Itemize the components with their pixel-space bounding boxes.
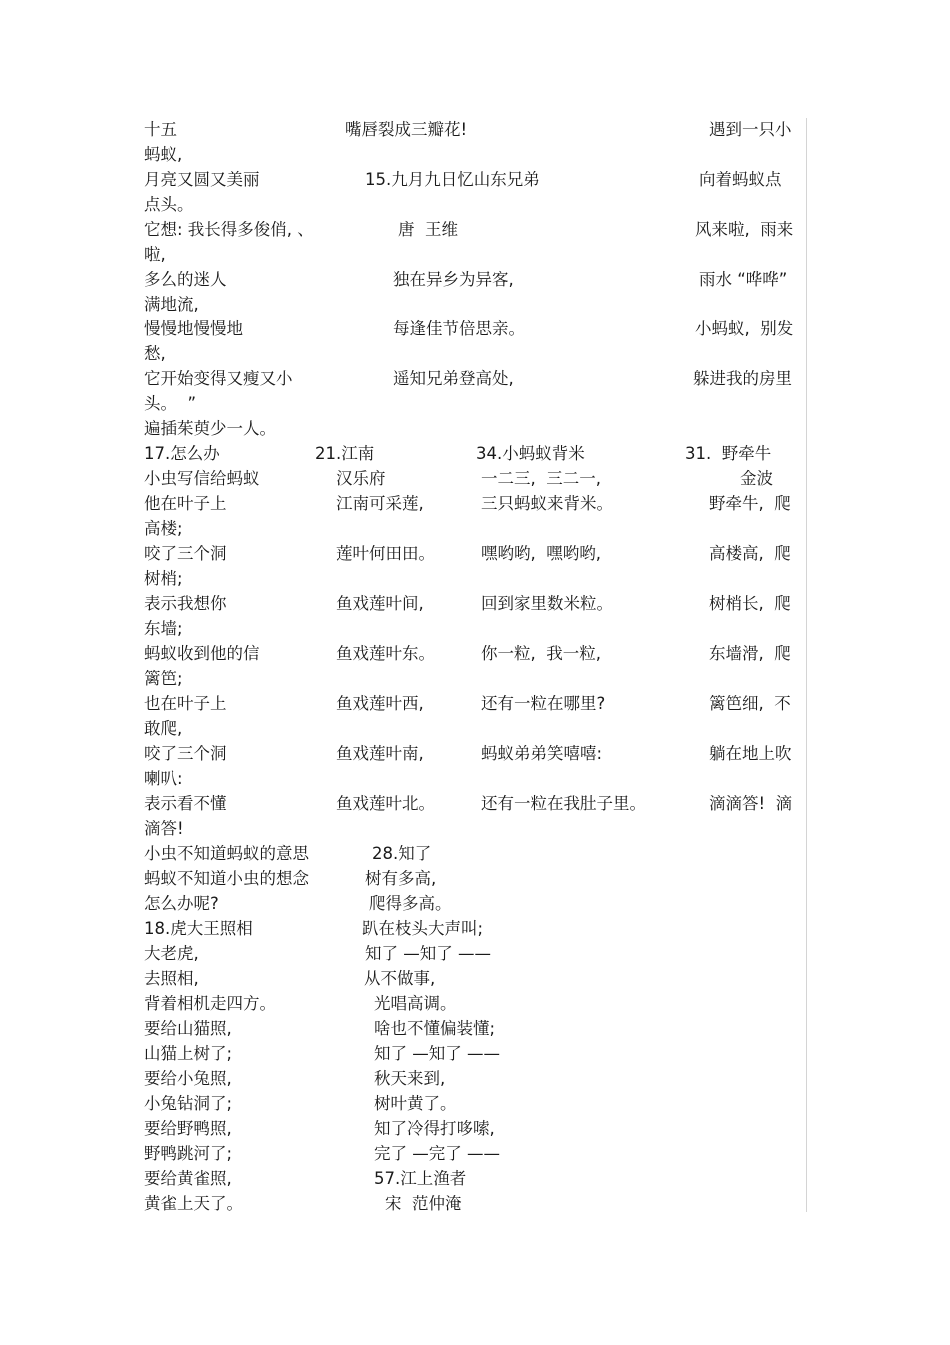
text-segment: 雨水 “哗哗” (699, 270, 788, 289)
text-segment: 咬了三个洞 (144, 544, 227, 563)
text-line (0, 142, 950, 167)
text-segment: 鱼戏莲叶西, (336, 694, 424, 713)
text-line (0, 791, 950, 816)
text-line (0, 541, 950, 566)
text-segment: 汉乐府 (336, 469, 386, 488)
text-line (0, 991, 950, 1016)
text-segment: 高楼高, 爬 (709, 544, 791, 563)
text-segment: 高楼; (144, 519, 183, 538)
text-segment: 秋天来到, (374, 1069, 446, 1088)
text-segment: 东墙滑, 爬 (709, 644, 791, 663)
text-line (0, 1191, 950, 1216)
text-segment: 满地流, (144, 295, 199, 314)
text-line (0, 192, 950, 217)
text-line (0, 1066, 950, 1091)
text-segment: 小兔钻洞了; (144, 1094, 233, 1113)
text-line (0, 267, 950, 292)
text-line (0, 841, 950, 866)
text-segment: 篱笆细, 不 (709, 694, 791, 713)
text-line (0, 292, 950, 317)
text-segment: 蚂蚁收到他的信 (144, 644, 260, 663)
text-segment: 莲叶何田田。 (336, 544, 435, 563)
text-segment: 唐 王维 (398, 220, 458, 239)
text-segment: 要给山猫照, (144, 1019, 232, 1038)
text-segment: 山猫上树了; (144, 1044, 233, 1063)
text-segment: 从不做事, (364, 969, 436, 988)
text-segment: 遥知兄弟登高处, (393, 369, 514, 388)
text-line (0, 391, 950, 416)
text-segment: 江南可采莲, (336, 494, 424, 513)
text-segment: 树叶黄了。 (374, 1094, 457, 1113)
text-line (0, 466, 950, 491)
text-segment: 他在叶子上 (144, 494, 227, 513)
text-segment: 三只蚂蚁来背米。 (481, 494, 613, 513)
text-segment: 月亮又圆又美丽 (144, 170, 260, 189)
text-line (0, 916, 950, 941)
text-segment: 嘿哟哟, 嘿哟哟, (481, 544, 601, 563)
text-segment: 树梢长, 爬 (709, 594, 791, 613)
text-segment: 野牵牛, 爬 (709, 494, 791, 513)
text-segment: 大老虎, (144, 944, 199, 963)
text-segment: 小虫写信给蚂蚁 (144, 469, 260, 488)
text-line (0, 716, 950, 741)
text-segment: 咬了三个洞 (144, 744, 227, 763)
text-line (0, 341, 950, 366)
text-segment: 34.小蚂蚁背米 (476, 444, 585, 463)
text-segment: 你一粒, 我一粒, (481, 644, 601, 663)
text-line (0, 167, 950, 192)
text-segment: 要给黄雀照, (144, 1169, 232, 1188)
text-segment: 嘴唇裂成三瓣花! (345, 120, 468, 139)
text-segment: 蚂蚁弟弟笑嘻嘻: (481, 744, 603, 763)
text-segment: 多么的迷人 (144, 270, 227, 289)
text-segment: 趴在枝头大声叫; (362, 919, 484, 938)
text-segment: 树梢; (144, 569, 183, 588)
text-line (0, 766, 950, 791)
text-segment: 独在异乡为异客, (393, 270, 514, 289)
text-segment: 啥也不懂偏装懂; (374, 1019, 496, 1038)
text-line (0, 941, 950, 966)
text-segment: 头。 ” (144, 394, 197, 413)
text-segment: 21.江南 (315, 444, 375, 463)
text-segment: 愁, (144, 344, 166, 363)
text-line (0, 591, 950, 616)
text-line (0, 1041, 950, 1066)
text-segment: 每逢佳节倍思亲。 (393, 319, 525, 338)
text-line (0, 117, 950, 142)
text-line (0, 1116, 950, 1141)
text-segment: 完了 —完了 —— (374, 1144, 500, 1163)
text-line (0, 666, 950, 691)
text-segment: 喇叭: (144, 769, 183, 788)
text-line (0, 217, 950, 242)
text-segment: 滴滴答! 滴 (709, 794, 793, 813)
text-line (0, 616, 950, 641)
text-segment: 啦, (144, 245, 166, 264)
text-line (0, 1141, 950, 1166)
text-segment: 黄雀上天了。 (144, 1194, 243, 1213)
text-segment: 风来啦, 雨来 (695, 220, 794, 239)
text-segment: 也在叶子上 (144, 694, 227, 713)
text-segment: 树有多高, (365, 869, 437, 888)
text-segment: 知了 —知了 —— (374, 1044, 500, 1063)
text-line (0, 966, 950, 991)
text-segment: 怎么办呢? (144, 894, 219, 913)
text-segment: 表示看不懂 (144, 794, 227, 813)
text-segment: 鱼戏莲叶东。 (336, 644, 435, 663)
text-segment: 57.江上渔者 (374, 1169, 467, 1188)
text-segment: 敢爬, (144, 719, 183, 738)
text-segment: 遍插茱萸少一人。 (144, 419, 276, 438)
text-segment: 表示我想你 (144, 594, 227, 613)
text-segment: 回到家里数米粒。 (481, 594, 613, 613)
text-line (0, 416, 950, 441)
text-line (0, 641, 950, 666)
text-segment: 滴答! (144, 819, 184, 838)
text-segment: 十五 (144, 120, 177, 139)
text-segment: 小蚂蚁, 别发 (695, 319, 794, 338)
text-line (0, 741, 950, 766)
text-segment: 还有一粒在我肚子里。 (481, 794, 646, 813)
text-segment: 28.知了 (372, 844, 432, 863)
text-segment: 野鸭跳河了; (144, 1144, 233, 1163)
text-line (0, 691, 950, 716)
text-segment: 还有一粒在哪里? (481, 694, 606, 713)
text-segment: 点头。 (144, 195, 194, 214)
text-segment: 金波 (740, 469, 773, 488)
text-segment: 背着相机走四方。 (144, 994, 276, 1013)
text-segment: 遇到一只小 (709, 120, 792, 139)
text-segment: 18.虎大王照相 (144, 919, 253, 938)
text-line (0, 1016, 950, 1041)
text-segment: 31. 野牵牛 (685, 444, 772, 463)
text-line (0, 866, 950, 891)
text-segment: 要给小兔照, (144, 1069, 232, 1088)
text-segment: 慢慢地慢慢地 (144, 319, 243, 338)
text-line (0, 891, 950, 916)
text-segment: 一二三, 三二一, (481, 469, 601, 488)
text-segment: 它想: 我长得多俊俏, 、 (144, 220, 314, 239)
text-segment: 17.怎么办 (144, 444, 220, 463)
text-line (0, 366, 950, 391)
text-segment: 向着蚂蚁点 (699, 170, 782, 189)
text-line (0, 441, 950, 466)
text-line (0, 491, 950, 516)
text-line (0, 816, 950, 841)
text-segment: 东墙; (144, 619, 183, 638)
text-segment: 鱼戏莲叶间, (336, 594, 424, 613)
text-line (0, 516, 950, 541)
text-segment: 它开始变得又瘦又小 (144, 369, 293, 388)
text-segment: 鱼戏莲叶南, (336, 744, 424, 763)
text-segment: 躲进我的房里 (693, 369, 792, 388)
text-segment: 知了 —知了 —— (365, 944, 491, 963)
text-line (0, 1166, 950, 1191)
text-segment: 去照相, (144, 969, 199, 988)
text-line (0, 566, 950, 591)
text-segment: 知了冷得打哆嗦, (374, 1119, 495, 1138)
text-line (0, 1091, 950, 1116)
text-segment: 15.九月九日忆山东兄弟 (365, 170, 540, 189)
text-segment: 光唱高调。 (374, 994, 457, 1013)
text-line (0, 242, 950, 267)
text-segment: 鱼戏莲叶北。 (336, 794, 435, 813)
text-segment: 要给野鸭照, (144, 1119, 232, 1138)
text-segment: 爬得多高。 (369, 894, 452, 913)
text-segment: 蚂蚁不知道小虫的想念 (144, 869, 309, 888)
text-segment: 小虫不知道蚂蚁的意思 (144, 844, 309, 863)
text-segment: 躺在地上吹 (709, 744, 792, 763)
text-line (0, 316, 950, 341)
text-segment: 蚂蚁, (144, 145, 183, 164)
text-segment: 宋 范仲淹 (385, 1194, 462, 1213)
text-segment: 篱笆; (144, 669, 183, 688)
